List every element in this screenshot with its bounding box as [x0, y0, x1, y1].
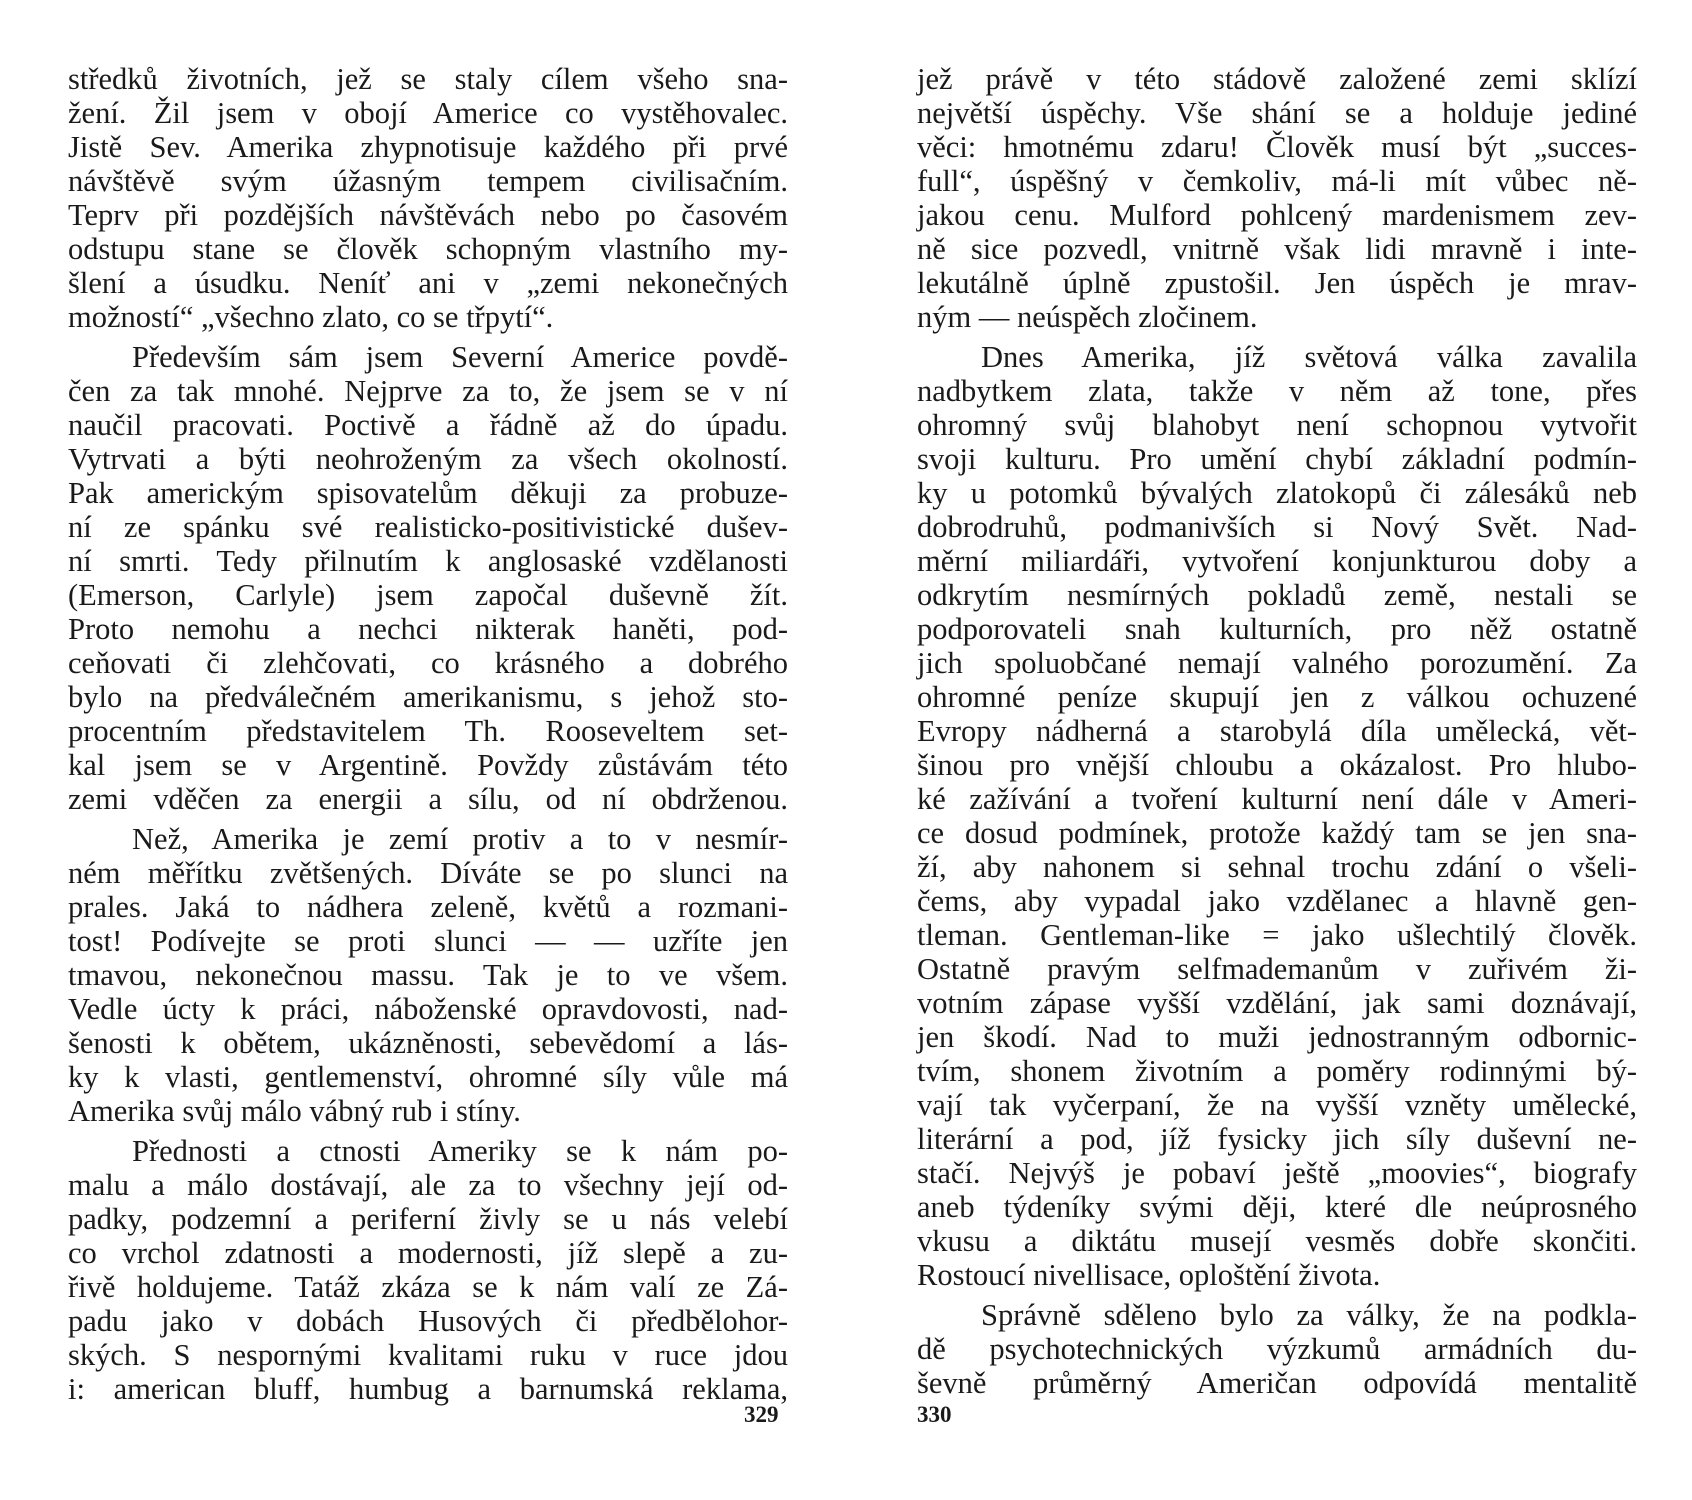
text-line: full“, úspěšný v čemkoliv, má-li mít vůbec ně-: [917, 164, 1637, 198]
text-line: ky k vlasti, gentlemenství, ohromné síly vůle má: [68, 1060, 788, 1094]
text-line: tost! Podívejte se proti slunci — — uzříte jen: [68, 924, 788, 958]
text-line: odstupu stane se člověk schopným vlastního my-: [68, 232, 788, 266]
paragraph-first-line: Především sám jsem Severní Americe povdě-: [132, 340, 788, 374]
text-line: lekutálně úplně zpustošil. Jen úspěch je mrav-: [917, 266, 1637, 300]
text-line: Amerika svůj málo vábný rub i stíny.: [68, 1094, 521, 1128]
text-line: padu jako v dobách Husových či předbělohor-: [68, 1304, 788, 1338]
text-line: prales. Jaká to nádhera zeleně, květů a rozmani-: [68, 890, 788, 924]
text-line: Ostatně pravým selfmademanům v zuřivém ži-: [917, 952, 1637, 986]
text-line: ohromné peníze skupují jen z válkou ochuzené: [917, 680, 1637, 714]
text-line: ce dosud podmínek, protože každý tam se jen sna-: [917, 816, 1637, 850]
text-line: votním zápase vyšší vzdělání, jak sami doznávají,: [917, 986, 1637, 1020]
text-line: ným — neúspěch zločinem.: [917, 300, 1258, 334]
text-line: ky u potomků bývalých zlatokopů či zálesáků neb: [917, 476, 1637, 510]
text-line: věci: hmotnému zdaru! Člověk musí být „succes-: [917, 130, 1637, 164]
text-line: středků životních, jež se staly cílem všeho sna-: [68, 62, 788, 96]
text-line: ševně průměrný Američan odpovídá mentalitě: [917, 1366, 1637, 1400]
paragraph-first-line: Než, Amerika je zemí protiv a to v nesmír-: [132, 822, 788, 856]
text-line: (Emerson, Carlyle) jsem započal duševně žít.: [68, 578, 788, 612]
text-line: Jistě Sev. Amerika zhypnotisuje každého při prvé: [68, 130, 788, 164]
text-line: šlení a úsudku. Neníť ani v „zemi nekonečných: [68, 266, 788, 300]
text-line: návštěvě svým úžasným tempem civilisačním.: [68, 164, 788, 198]
text-line: i: american bluff, humbug a barnumská reklama,: [68, 1372, 788, 1406]
text-line: Proto nemohu a nechci nikterak haněti, pod-: [68, 612, 788, 646]
text-line: bylo na předválečném amerikanismu, s jehož sto-: [68, 680, 788, 714]
text-line: procentním představitelem Th. Rooseveltem set-: [68, 714, 788, 748]
text-line: dě psychotechnických výzkumů armádních du-: [917, 1332, 1637, 1366]
text-line: ží, aby nahonem si sehnal trochu zdání o všeli-: [917, 850, 1637, 884]
text-line: Teprv při pozdějších návštěvách nebo po časovém: [68, 198, 788, 232]
text-line: ní smrti. Tedy přilnutím k anglosaské vzdělanosti: [68, 544, 788, 578]
text-line: Rostoucí nivellisace, oploštění života.: [917, 1258, 1381, 1292]
right-page: [917, 62, 1637, 1400]
paragraph-first-line: Dnes Amerika, jíž světová válka zavalila: [981, 340, 1637, 374]
text-line: čems, aby vypadal jako vzdělanec a hlavně gen-: [917, 884, 1637, 918]
text-line: největší úspěchy. Vše shání se a holduje jediné: [917, 96, 1637, 130]
text-line: šinou pro vnější chloubu a okázalost. Pro hlubo-: [917, 748, 1637, 782]
text-line: ských. S nespornými kvalitami ruku v ruce jdou: [68, 1338, 788, 1372]
text-line: možností“ „všechno zlato, co se třpytí“.: [68, 300, 554, 334]
text-line: měrní miliardáři, vytvoření konjunkturou doby a: [917, 544, 1637, 578]
text-line: ké zažívání a tvoření kulturní není dále v Ameri-: [917, 782, 1637, 816]
text-line: aneb týdeníky svými ději, které dle neúprosného: [917, 1190, 1637, 1224]
text-line: ohromný svůj blahobyt není schopnou vytvořit: [917, 408, 1637, 442]
text-line: tmavou, nekonečnou massu. Tak je to ve všem.: [68, 958, 788, 992]
text-line: zemi vděčen za energii a sílu, od ní obdrženou.: [68, 782, 788, 816]
text-line: ném měřítku zvětšených. Díváte se po slunci na: [68, 856, 788, 890]
text-line: podporovateli snah kulturních, pro něž ostatně: [917, 612, 1637, 646]
text-line: kal jsem se v Argentině. Povždy zůstávám této: [68, 748, 788, 782]
text-line: čen za tak mnohé. Nejprve za to, že jsem se v ní: [68, 374, 788, 408]
text-line: šenosti k obětem, ukázněnosti, sebevědomí a lás-: [68, 1026, 788, 1060]
paragraph-first-line: Přednosti a ctnosti Ameriky se k nám po-: [132, 1134, 788, 1168]
text-line: co vrchol zdatnosti a modernosti, jíž slepě a zu-: [68, 1236, 788, 1270]
text-line: jakou cenu. Mulford pohlcený mardenismem zev-: [917, 198, 1637, 232]
text-line: stačí. Nejvýš je pobaví ještě „moovies“, biografy: [917, 1156, 1637, 1190]
text-line: jen škodí. Nad to muži jednostranným odbornic-: [917, 1020, 1637, 1054]
text-line: Vytrvati a býti neohroženým za všech okolností.: [68, 442, 788, 476]
text-line: odkrytím nesmírných pokladů země, nestali se: [917, 578, 1637, 612]
text-line: dobrodruhů, podmanivších si Nový Svět. Nad-: [917, 510, 1637, 544]
text-line: malu a málo dostávají, ale za to všechny její od-: [68, 1168, 788, 1202]
text-line: ně sice pozvedl, vnitrně však lidi mravně i inte-: [917, 232, 1637, 266]
text-line: žení. Žil jsem v obojí Americe co vystěhovalec.: [68, 96, 788, 130]
text-line: tvím, shonem životním a poměry rodinnými bý-: [917, 1054, 1637, 1088]
text-line: Pak americkým spisovatelům děkuji za probuze-: [68, 476, 788, 510]
text-line: řivě holdujeme. Tatáž zkáza se k nám valí ze Zá-: [68, 1270, 788, 1304]
page-number-left: 329: [744, 1402, 779, 1427]
text-line: vají tak vyčerpaní, že na vyšší vzněty umělecké,: [917, 1088, 1637, 1122]
text-line: svoji kulturu. Pro umění chybí základní podmín-: [917, 442, 1637, 476]
text-line: vkusu a diktátu musejí vesměs dobře skončiti.: [917, 1224, 1637, 1258]
left-page: [68, 62, 788, 1406]
text-line: Vedle úcty k práci, náboženské opravdovosti, nad-: [68, 992, 788, 1026]
page-number-right: 330: [917, 1402, 952, 1427]
text-line: ní ze spánku své realisticko-positivistické dušev-: [68, 510, 788, 544]
text-line: nadbytkem zlata, takže v něm až tone, přes: [917, 374, 1637, 408]
text-line: literární a pod, jíž fysicky jich síly duševní ne-: [917, 1122, 1637, 1156]
text-line: Evropy nádherná a starobylá díla umělecká, vět-: [917, 714, 1637, 748]
text-line: naučil pracovati. Poctivě a řádně až do úpadu.: [68, 408, 788, 442]
text-line: jež právě v této stádově založené zemi sklízí: [917, 62, 1637, 96]
paragraph-first-line: Správně sděleno bylo za války, že na podkla-: [981, 1298, 1637, 1332]
text-line: ceňovati či zlehčovati, co krásného a dobrého: [68, 646, 788, 680]
text-line: padky, podzemní a periferní živly se u nás velebí: [68, 1202, 788, 1236]
text-line: jich spoluobčané nemají valného porozumění. Za: [917, 646, 1637, 680]
text-line: tleman. Gentleman-like = jako ušlechtilý člověk.: [917, 918, 1637, 952]
